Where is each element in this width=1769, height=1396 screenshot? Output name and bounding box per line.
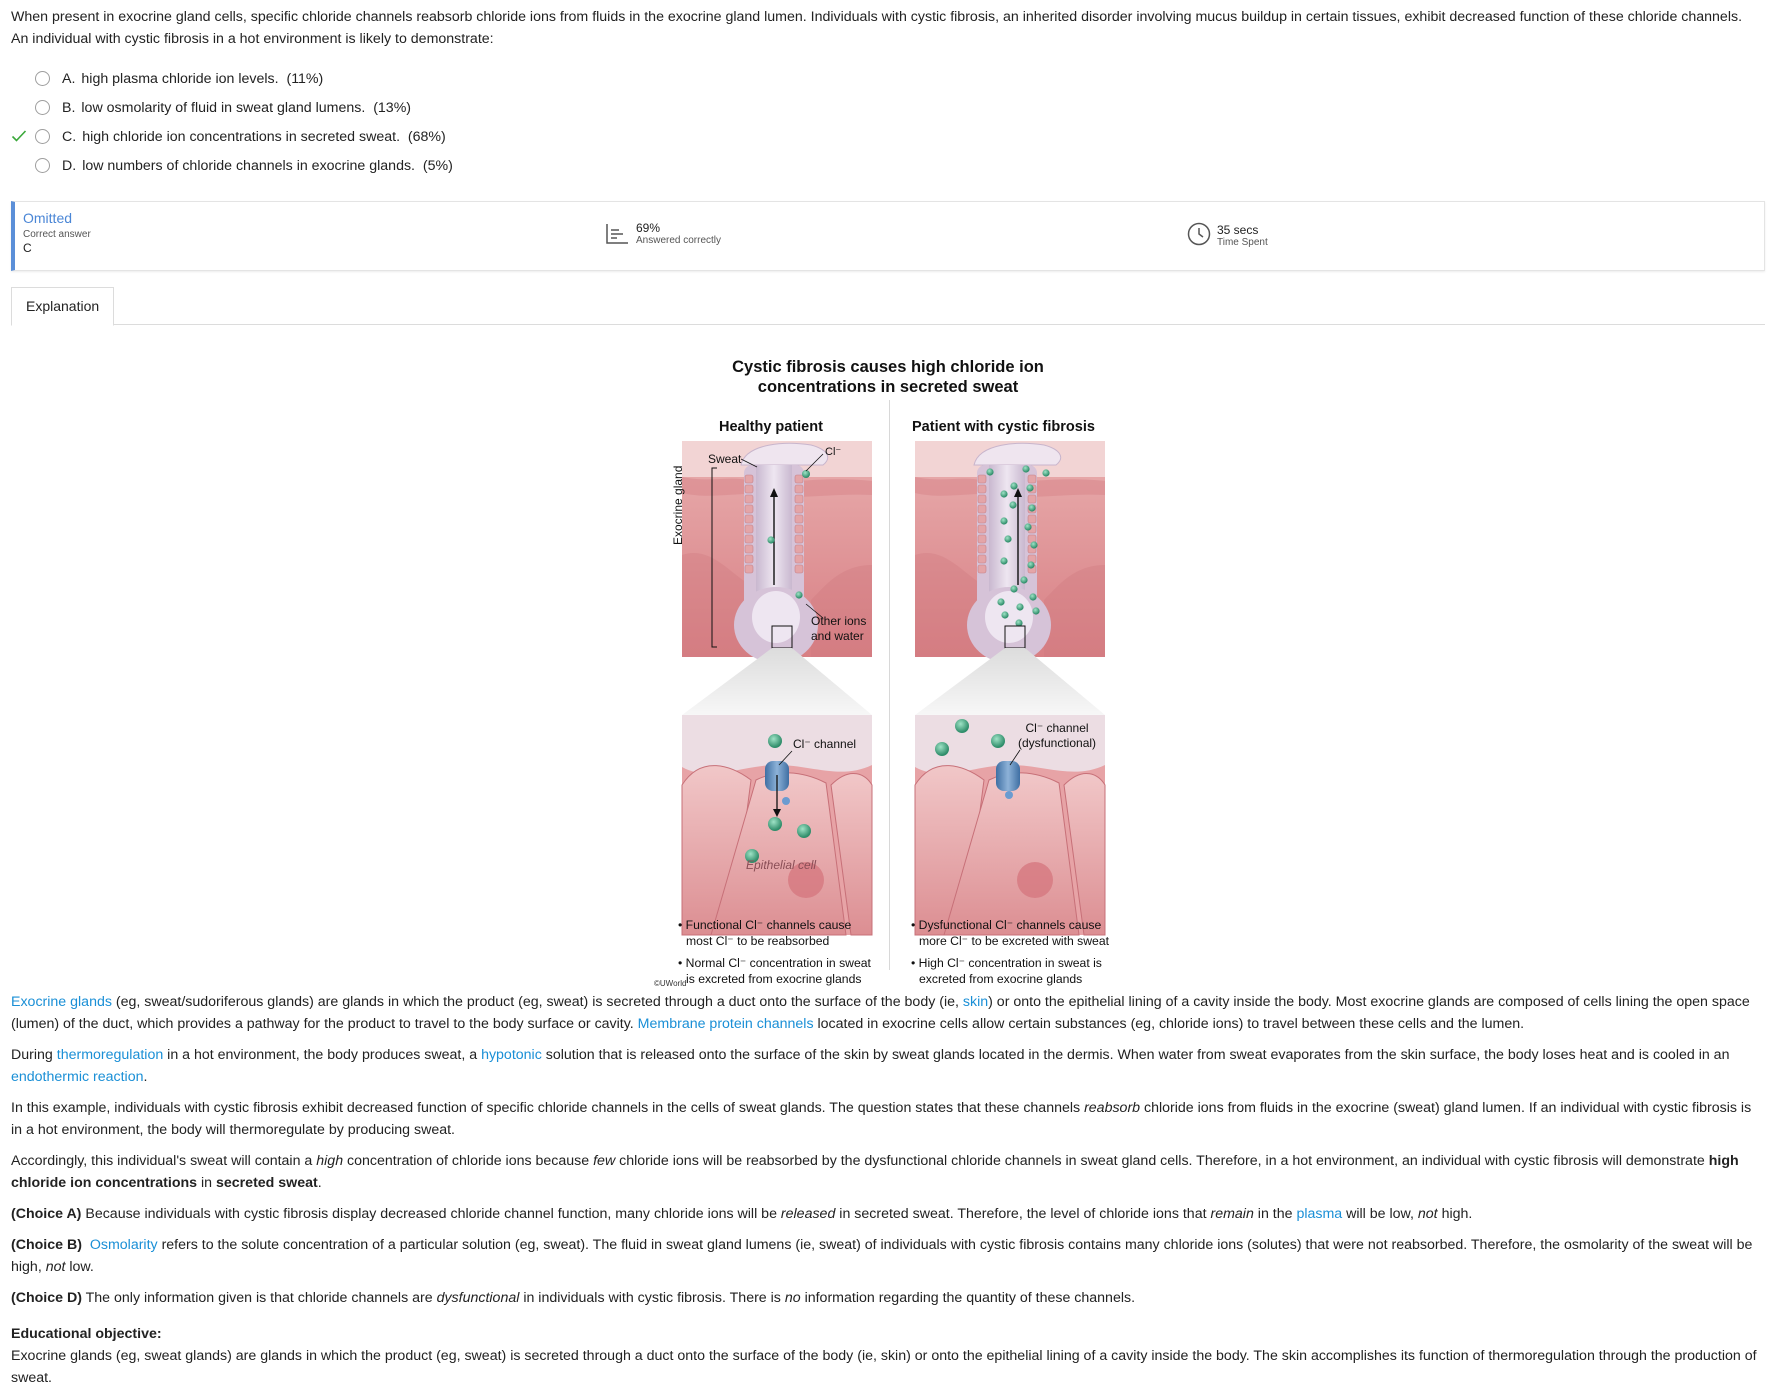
bullet-line: excreted from exocrine glands <box>919 972 1083 986</box>
text-span: will be low, <box>1342 1206 1418 1222</box>
time-value: 35 secs <box>1217 223 1259 237</box>
emphasis: not <box>1417 1206 1438 1222</box>
text-span: in secreted sweat. Therefore, the level of chloride ions that <box>835 1206 1211 1222</box>
dys-channel-line2: (dysfunctional) <box>1018 736 1097 750</box>
text-span: located in exocrine cells allow certain substances (eg, chloride ions) to travel between these cells and the lumen. <box>813 1016 1525 1032</box>
question-stem: When present in exocrine gland cells, specific chloride channels reabsorb chloride ions from fluids in the exocrine gland lumen. Individuals with cystic fibrosis, an inherited disorder involving mucus buildup in certain tissues, exhibit decreased function of these chloride channels. An individual with cystic fibrosis in a hot environment is likely to demonstrate: <box>11 9 1743 47</box>
dys-channel-line1: Cl⁻ channel <box>1025 721 1089 735</box>
text-span: concentration of chloride ions because <box>343 1153 594 1169</box>
tab-explanation[interactable]: Explanation <box>11 287 114 326</box>
healthy-zoom-funnel <box>682 648 872 715</box>
paragraph-1 <box>11 991 1758 1035</box>
other-ions-line2: and water <box>811 629 864 643</box>
sweat-label: Sweat <box>708 452 742 466</box>
choice-label: (Choice A) <box>11 1206 82 1222</box>
link-plasma[interactable]: plasma <box>1296 1206 1343 1222</box>
question-page <box>0 6 1769 1389</box>
choice-percent: (5%) <box>422 157 453 174</box>
percent-block <box>636 221 721 246</box>
cf-bullet-1 <box>911 917 1111 949</box>
strong-text: secreted sweat <box>215 1175 318 1191</box>
epithelial-cell-label: Epithelial cell <box>746 858 817 872</box>
choice-letter: C. <box>62 128 77 145</box>
choice-percent: (13%) <box>373 99 412 116</box>
healthy-heading: Healthy patient <box>719 419 823 435</box>
answer-choices <box>11 64 1758 180</box>
paragraph-3 <box>11 1097 1758 1141</box>
text-span: ) or onto the epithelial lining of a cavity inside the body. Most exocrine glands are composed of cells lining the open space (lumen) of the duct, which provides a pathway for the product to travel to the body surface or cavity. <box>11 994 1750 1032</box>
clock-icon <box>1187 222 1211 246</box>
text-span: low. <box>65 1259 94 1275</box>
educational-objective-heading: Educational objective: <box>11 1326 162 1342</box>
copyright-label: ©UWorld <box>654 979 687 988</box>
choice-text: high chloride ion concentrations in secreted sweat. <box>82 128 401 145</box>
emphasis: reabsorb <box>1084 1100 1141 1116</box>
text-span: Because individuals with cystic fibrosis display decreased chloride channel function, many chloride ions will be <box>81 1206 781 1222</box>
bullet-line: most Cl⁻ to be reabsorbed <box>686 934 830 948</box>
text-span: solution that is released onto the surface of the skin by sweat glands located in the dermis. When water from sweat evaporates from the skin surface, the body loses heat and is cooled in an <box>541 1047 1730 1063</box>
text-span: . <box>317 1175 322 1191</box>
correct-answer-label: Correct answer <box>23 229 91 240</box>
choice-text: high plasma chloride ion levels. <box>81 70 279 87</box>
percent-label: Answered correctly <box>636 235 722 246</box>
choice-text: low osmolarity of fluid in sweat gland lumens. <box>81 99 366 116</box>
cf-heading: Patient with cystic fibrosis <box>912 419 1095 435</box>
text-span: refers to the solute concentration of a particular solution (eg, sweat). The fluid in sweat gland lumens (ie, sweat) of individuals with cystic fibrosis contains many chloride ions (solutes) that were not reabsorbed. Therefore, the osmolarity of the sweat will be high, <box>11 1237 1753 1275</box>
emphasis: few <box>593 1153 616 1169</box>
choice-d[interactable] <box>11 151 1758 180</box>
text-span: The only information given is that chloride channels are <box>81 1290 437 1306</box>
stats-bar <box>11 201 1765 271</box>
cf-gland-panel <box>915 441 1105 663</box>
text-span: (eg, sweat/sudoriferous glands) are glands in which the product (eg, sweat) is secreted through a duct onto the surface of the body (ie, <box>111 994 963 1010</box>
text-span: chloride ions from fluids in the exocrine (sweat) gland lumen. If an individual with cystic fibrosis is in a hot environment, the body will thermoregulate by producing sweat. <box>11 1100 1752 1138</box>
tab-bar <box>11 287 1765 325</box>
link-exocrine-glands[interactable]: Exocrine glands <box>11 994 112 1010</box>
channel-label: Cl⁻ channel <box>793 737 857 751</box>
educational-objective-text: Exocrine glands (eg, sweat glands) are glands in which the product (eg, sweat) is secreted through a duct onto the surface of the body (ie, skin) or onto the epithelial lining of a cavity inside the body. The skin accomplishes its function of thermoregulation through the production of sweat. <box>11 1348 1757 1386</box>
emphasis: released <box>780 1206 836 1222</box>
text-span: in <box>197 1175 216 1191</box>
bullet-line: • Dysfunctional Cl⁻ channels cause <box>911 918 1102 932</box>
choice-a-explanation <box>11 1203 1758 1225</box>
choice-percent: (11%) <box>286 70 324 87</box>
radio-button[interactable] <box>35 129 50 144</box>
figure-title-line2: concentrations in secreted sweat <box>757 378 1019 396</box>
link-membrane-protein-channels[interactable]: Membrane protein channels <box>637 1016 814 1032</box>
text-span: During <box>11 1047 57 1063</box>
choice-label: (Choice D) <box>11 1290 82 1306</box>
emphasis: remain <box>1210 1206 1254 1222</box>
paragraph-2 <box>11 1044 1758 1088</box>
other-ions-label <box>811 614 866 644</box>
text-span: in individuals with cystic fibrosis. There is <box>519 1290 785 1306</box>
bullet-line: more Cl⁻ to be excreted with sweat <box>919 934 1110 948</box>
bullet-line: is excreted from exocrine glands <box>686 972 862 986</box>
emphasis: high <box>316 1153 344 1169</box>
healthy-bullet-1 <box>678 917 878 949</box>
text-span: in the <box>1253 1206 1297 1222</box>
choice-letter: A. <box>62 70 76 87</box>
text-span: in a hot environment, the body produces sweat, a <box>163 1047 482 1063</box>
choice-percent: (68%) <box>407 128 446 145</box>
choice-b-explanation <box>11 1234 1758 1278</box>
status-label: Omitted <box>23 210 73 226</box>
choice-label: (Choice B) <box>11 1237 82 1253</box>
explanation-body <box>11 975 1758 1389</box>
text-span: information regarding the quantity of these channels. <box>800 1290 1136 1306</box>
choice-text: low numbers of chloride channels in exocrine glands. <box>82 157 415 174</box>
time-block <box>1217 223 1268 248</box>
paragraph-4 <box>11 1150 1758 1194</box>
text-span: chloride ions will be reabsorbed by the dysfunctional chloride channels in sweat gland cells. Therefore, in a hot environment, an individual with cystic fibrosis will demonstrate <box>615 1153 1709 1169</box>
emphasis: no <box>784 1290 801 1306</box>
link-osmolarity[interactable]: Osmolarity <box>89 1237 158 1253</box>
emphasis: dysfunctional <box>436 1290 520 1306</box>
choice-letter: B. <box>62 99 76 116</box>
choice-d-explanation <box>11 1287 1758 1309</box>
time-label: Time Spent <box>1217 237 1268 248</box>
chloride-label: Cl⁻ <box>825 446 842 458</box>
text-span: In this example, individuals with cystic fibrosis exhibit decreased function of specific chloride channels in the cells of sweat glands. The question states that these channels <box>11 1100 1085 1116</box>
choice-a[interactable] <box>11 64 1758 93</box>
exocrine-gland-label: Exocrine gland <box>671 465 685 545</box>
emphasis: not <box>45 1259 66 1275</box>
link-endothermic-reaction[interactable]: endothermic reaction <box>11 1069 144 1085</box>
choice-c[interactable] <box>11 122 1758 151</box>
radio-button[interactable] <box>35 71 50 86</box>
other-ions-line1: Other ions <box>811 614 867 628</box>
bullet-line: • High Cl⁻ concentration in sweat is <box>911 956 1102 970</box>
link-thermoregulation[interactable]: thermoregulation <box>56 1047 164 1063</box>
text-span: . <box>143 1069 148 1085</box>
text-span: high. <box>1437 1206 1473 1222</box>
strong-text: high chloride ion concentrations <box>11 1153 1739 1191</box>
text-span: Accordingly, this individual's sweat will contain a <box>11 1153 317 1169</box>
bar-chart-icon <box>605 223 629 245</box>
dysfunctional-channel-label <box>1018 721 1096 751</box>
bullet-line: • Normal Cl⁻ concentration in sweat <box>678 956 871 970</box>
gland-illustration <box>11 325 1765 975</box>
correct-answer-value: C <box>23 241 32 255</box>
radio-button[interactable] <box>35 158 50 173</box>
link-skin[interactable]: skin <box>962 994 989 1010</box>
choice-letter: D. <box>62 157 77 174</box>
checkmark-icon <box>11 128 27 144</box>
link-hypotonic[interactable]: hypotonic <box>481 1047 542 1063</box>
choice-b[interactable] <box>11 93 1758 122</box>
radio-button[interactable] <box>35 100 50 115</box>
figure-title-line1: Cystic fibrosis causes high chloride ion <box>732 358 1044 376</box>
cf-zoom-funnel <box>915 648 1105 715</box>
percent-value: 69% <box>636 221 661 235</box>
result-block <box>23 210 91 255</box>
bullet-line: • Functional Cl⁻ channels cause <box>678 918 852 932</box>
